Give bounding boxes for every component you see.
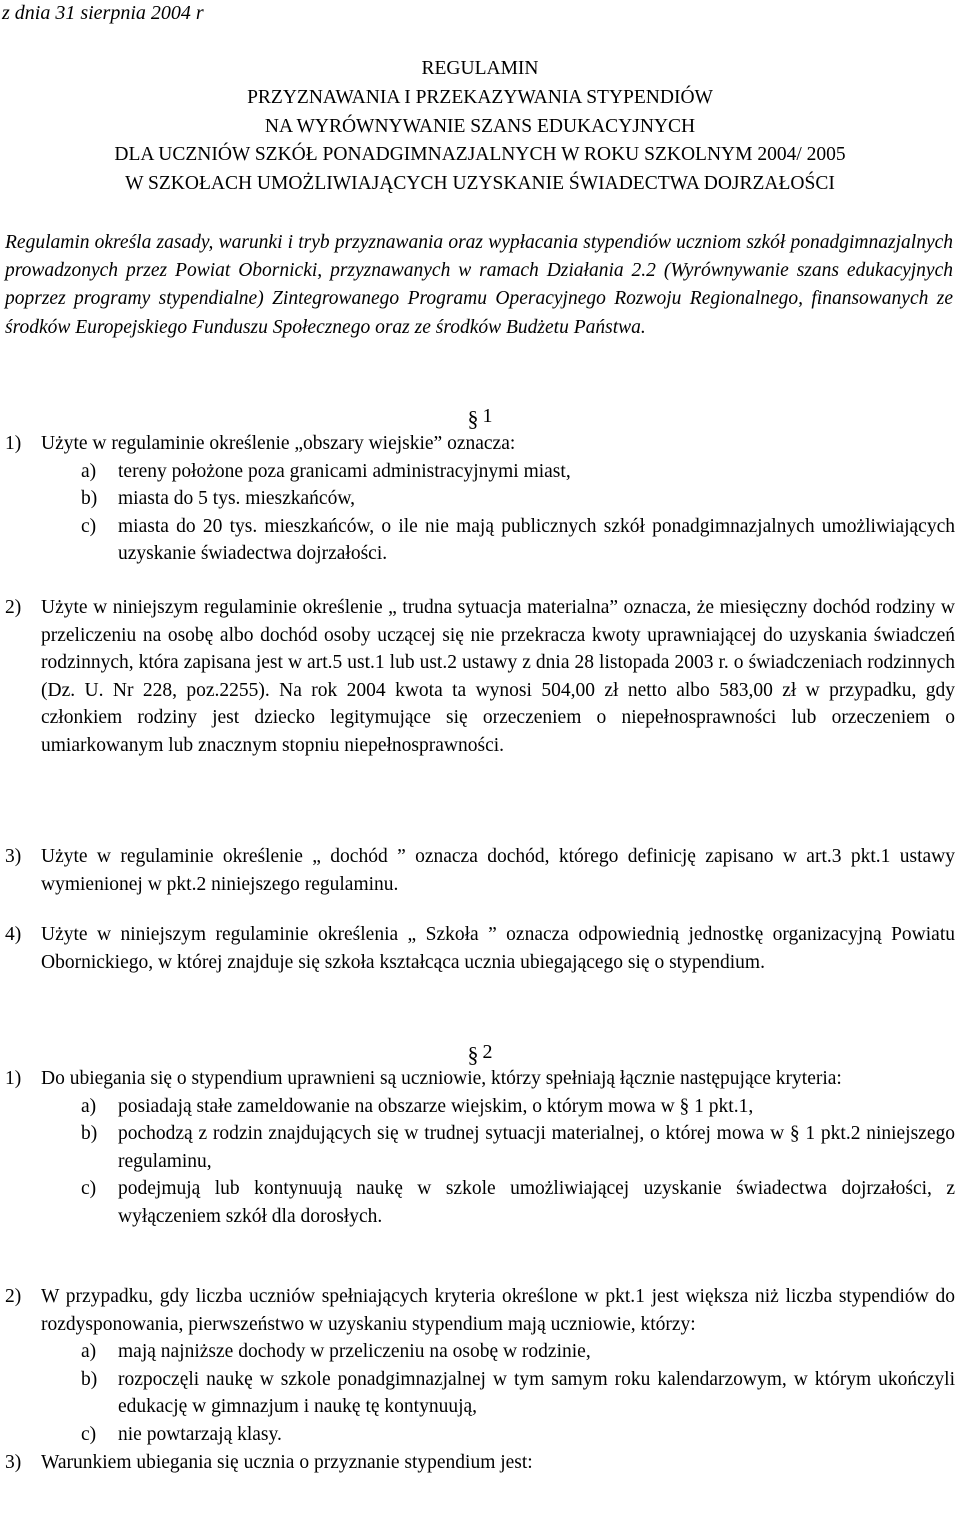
section-symbol: § bbox=[467, 1042, 479, 1067]
title-line: W SZKOŁACH UMOŻLIWIAJĄCYCH UZYSKANIE ŚWIADECTWA DOJRZAŁOŚCI bbox=[125, 173, 835, 195]
point-number: 2) bbox=[5, 1286, 22, 1307]
point-number: 1) bbox=[5, 433, 22, 454]
item-letter: b) bbox=[81, 1368, 98, 1390]
item-letter: c) bbox=[81, 1423, 97, 1445]
item-text: posiadają stałe zameldowanie na obszarze wiejskim, o którym mowa w § 1 pkt.1, bbox=[118, 1095, 754, 1117]
list-item bbox=[5, 458, 955, 486]
list-item bbox=[5, 1175, 955, 1230]
item-letter: c) bbox=[81, 1178, 97, 1200]
item-text: miasta do 20 tys. mieszkańców, o ile nie mają publicznych szkół ponadgimnazjalnych umożliwiających uzyskanie świadectwa dojrzałości. bbox=[118, 515, 955, 565]
section-number: 2 bbox=[482, 1041, 493, 1063]
section-1-point-3 bbox=[5, 843, 955, 898]
section-symbol: § bbox=[467, 406, 479, 431]
item-text: mają najniższe dochody w przeliczeniu na osobę w rodzinie, bbox=[118, 1341, 591, 1363]
point-text: Użyte w niniejszym regulaminie określenie „ trudna sytuacja materialna” oznacza, że miesięczny dochód rodziny w przeliczeniu na osobę albo dochód osoby uczącej się nie przekracza kwoty uprawniającej do uzyskania świadczeń rodzinnych, która zapisana jest w art.5 ust.1 lub ust.2 ustawy z dnia 28 listopada 2003 r. o świadczeniach rodzinnych (Dz. U. Nr 228, poz.2255). Na rok 2004 kwota ta wynosi 504,00 zł netto albo 583,00 zł w przypadku, gdy członkiem rodziny jest dziecko legitymujące się orzeczeniem o niepełnosprawności lub orzeczeniem o umiarkowanym lub znacznym stopniu niepełnosprawności. bbox=[41, 597, 955, 756]
item-text: nie powtarzają klasy. bbox=[118, 1423, 282, 1445]
section-1-body bbox=[5, 430, 955, 568]
item-text: miasta do 5 tys. mieszkańców, bbox=[118, 488, 356, 510]
section-1-point-2 bbox=[5, 594, 955, 760]
list-item bbox=[5, 513, 955, 568]
title-line: REGULAMIN bbox=[421, 58, 539, 79]
list-item bbox=[5, 1120, 955, 1175]
list-item bbox=[5, 1366, 955, 1421]
item-letter: b) bbox=[81, 1123, 98, 1145]
list-item bbox=[5, 485, 955, 513]
section-1-body-2 bbox=[5, 594, 955, 760]
section-1-point-4 bbox=[5, 921, 955, 976]
section-2-point-3 bbox=[5, 1449, 955, 1477]
item-text: pochodzą z rodzin znajdujących się w trudnej sytuacji materialnej, o której mowa w § 1 pkt.2 niniejszego regulaminu, bbox=[118, 1123, 955, 1172]
point-number: 2) bbox=[5, 597, 22, 618]
item-letter: a) bbox=[81, 1341, 97, 1363]
section-2-body-2 bbox=[5, 1283, 955, 1476]
section-2-point-2 bbox=[5, 1283, 955, 1338]
intro-paragraph: Regulamin określa zasady, warunki i tryb przyznawania oraz wypłacania stypendiów uczniom szkół ponadgimnazjalnych prowadzonych przez Powiat Obornicki, przyznawanych w ramach Działania 2.2 (Wyrównywanie szans edukacyjnych poprzez programy stypendialne) Zintegrowanego Programu Operacyjnego Rozwoju Regionalnego, finansowanych ze środków Europejskiego Funduszu Społecznego oraz ze środków Budżetu Państwa. bbox=[5, 232, 953, 338]
title-line: NA WYRÓWNYWANIE SZANS EDUKACYJNYCH bbox=[264, 115, 696, 137]
item-text: tereny położone poza granicami administracyjnymi miast, bbox=[118, 460, 571, 482]
list-item bbox=[5, 1093, 955, 1121]
point-text: Użyte w niniejszym regulaminie określenia „ Szkoła ” oznacza odpowiednią jednostkę organizacyjną Powiatu Obornickiego, w której znajduje się szkoła kształcąca ucznia ubiegającego się o stypendium. bbox=[41, 924, 955, 973]
point-number: 3) bbox=[5, 846, 22, 867]
point-text: W przypadku, gdy liczba uczniów spełniających kryteria określone w pkt.1 jest większa niż liczba stypendiów do rozdysponowania, pierwszeństwo w uzyskaniu stypendium mają uczniowie, którzy: bbox=[41, 1286, 955, 1335]
point-text: Warunkiem ubiegania się ucznia o przyznanie stypendium jest: bbox=[41, 1451, 533, 1473]
title-line: PRZYZNAWANIA I PRZEKAZYWANIA STYPENDIÓW bbox=[247, 86, 713, 108]
document-title bbox=[0, 55, 960, 199]
section-2-heading bbox=[0, 1037, 960, 1067]
point-number: 4) bbox=[5, 924, 22, 945]
point-number: 1) bbox=[5, 1068, 22, 1089]
document-date: z dnia 31 sierpnia 2004 r bbox=[2, 2, 204, 24]
point-text: Użyte w regulaminie określenie „ dochód ” oznacza dochód, którego definicję zapisano w art.3 pkt.1 ustawy wymienionej w pkt.2 niniejszego regulaminu. bbox=[41, 846, 955, 895]
item-letter: b) bbox=[81, 488, 98, 510]
item-letter: a) bbox=[81, 460, 97, 482]
item-text: rozpoczęli naukę w szkole ponadgimnazjalnej w tym samym roku kalendarzowym, w którym ukończyli edukację w gimnazjum i naukę tę kontynuują, bbox=[118, 1368, 955, 1418]
item-letter: c) bbox=[81, 515, 97, 537]
point-text: Do ubiegania się o stypendium uprawnieni są uczniowie, którzy spełniają łącznie następujące kryteria: bbox=[41, 1068, 842, 1089]
section-1-heading bbox=[0, 401, 960, 431]
point-number: 3) bbox=[5, 1451, 22, 1473]
item-text: podejmują lub kontynuują naukę w szkole umożliwiającej uzyskanie świadectwa dojrzałości, z wyłączeniem szkół dla dorosłych. bbox=[118, 1178, 955, 1227]
list-item bbox=[5, 1421, 955, 1449]
list-item bbox=[5, 1338, 955, 1366]
section-1-point-1 bbox=[5, 430, 955, 458]
section-1-body-3 bbox=[5, 843, 955, 898]
item-letter: a) bbox=[81, 1095, 97, 1117]
point-text: Użyte w regulaminie określenie „obszary wiejskie” oznacza: bbox=[41, 433, 516, 454]
section-2-point-1 bbox=[5, 1065, 955, 1093]
section-2-body bbox=[5, 1065, 955, 1231]
section-1-body-4 bbox=[5, 921, 955, 976]
title-line: DLA UCZNIÓW SZKÓŁ PONADGIMNAZJALNYCH W ROKU SZKOLNYM 2004/ 2005 bbox=[114, 144, 846, 166]
section-number: 1 bbox=[482, 405, 493, 427]
